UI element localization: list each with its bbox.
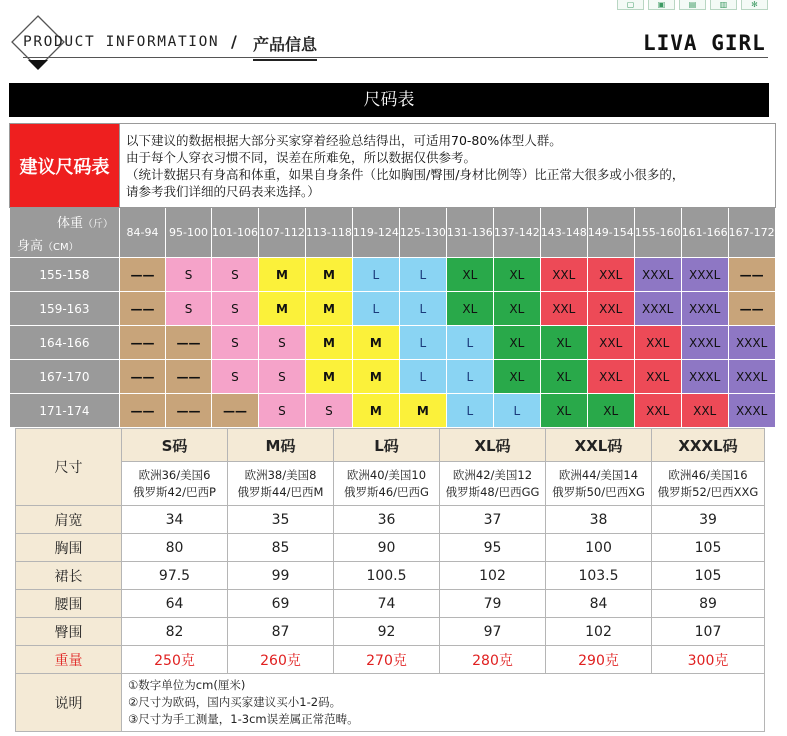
- size-cell: M: [258, 258, 305, 292]
- size-name: XL码: [440, 429, 546, 462]
- size-cell: M: [305, 326, 352, 360]
- measure-value: 74: [334, 590, 440, 618]
- size-cell: XL: [446, 292, 493, 326]
- measure-value: 97: [440, 618, 546, 646]
- size-cell: XXXL: [634, 258, 681, 292]
- measurement-table: [15, 428, 765, 732]
- size-cell: L: [399, 258, 446, 292]
- size-cell: XL: [493, 326, 540, 360]
- size-cell: XXXL: [681, 360, 728, 394]
- measure-value: 37: [440, 506, 546, 534]
- weight-value: 300克: [652, 646, 765, 674]
- measure-value: 97.5: [122, 562, 228, 590]
- header-divider: [23, 57, 768, 58]
- size-cell: XL: [493, 292, 540, 326]
- measure-value: 69: [228, 590, 334, 618]
- measure-value: 90: [334, 534, 440, 562]
- measure-label: 胸围: [16, 534, 122, 562]
- measure-row: [16, 506, 765, 534]
- weight-header: 125-130: [399, 208, 446, 258]
- measure-value: 36: [334, 506, 440, 534]
- measure-value: 35: [228, 506, 334, 534]
- note-line: （统计数据只有身高和体重，如果自身条件（比如胸围/臀围/身材比例等）比正常大很多或小很多的，: [126, 166, 685, 182]
- size-cell: XXXL: [728, 394, 775, 428]
- size-cell: ——: [166, 360, 212, 394]
- weight-header: 95-100: [166, 208, 212, 258]
- size-name: XXL码: [546, 429, 652, 462]
- size-eq-line: 俄罗斯46/巴西G: [344, 484, 429, 499]
- weight-value: 280克: [440, 646, 546, 674]
- size-eq-line: 俄罗斯44/巴西M: [237, 484, 324, 499]
- size-cell: ——: [120, 360, 166, 394]
- measure-value: 92: [334, 618, 440, 646]
- size-eq-line: 欧洲38/美国8: [244, 467, 317, 482]
- notes-label: 说明: [16, 674, 122, 732]
- weight-header: 101-106: [212, 208, 259, 258]
- height-header: 164-166: [10, 326, 120, 360]
- size-cell: L: [446, 360, 493, 394]
- size-cell: XXXL: [634, 292, 681, 326]
- header-slash: /: [231, 32, 237, 51]
- size-cell: XL: [540, 394, 587, 428]
- size-cell: M: [258, 292, 305, 326]
- size-cell: XL: [540, 326, 587, 360]
- size-eq-line: 俄罗斯42/巴西P: [133, 484, 216, 499]
- height-axis-label: 身高（CM）: [17, 239, 79, 254]
- measure-value: 85: [228, 534, 334, 562]
- note-line: 以下建议的数据根据大部分买家穿着经验总结得出，可适用70-80%体型人群。: [126, 132, 562, 148]
- weight-height-corner: [10, 208, 120, 258]
- height-row: [10, 292, 776, 326]
- images-icon[interactable]: ▣: [648, 0, 675, 10]
- size-cell: XXL: [587, 326, 634, 360]
- size-cell: M: [352, 394, 399, 428]
- size-cell: XXXL: [728, 360, 775, 394]
- size-cell: XL: [540, 360, 587, 394]
- top-toolbar: [617, 0, 768, 10]
- size-cell: M: [352, 326, 399, 360]
- size-cell: S: [305, 394, 352, 428]
- note-line: 由于每个人穿衣习惯不同，误差在所难免，所以数据仅供参考。: [126, 149, 477, 165]
- size-equivalent: [652, 462, 765, 506]
- measure-value: 34: [122, 506, 228, 534]
- measure-value: 105: [652, 534, 765, 562]
- size-name: L码: [334, 429, 440, 462]
- measure-value: 102: [440, 562, 546, 590]
- weight-header: 143-148: [540, 208, 587, 258]
- measure-value: 95: [440, 534, 546, 562]
- measure-value: 105: [652, 562, 765, 590]
- size-name: M码: [228, 429, 334, 462]
- size-cell: S: [212, 326, 259, 360]
- measure-value: 84: [546, 590, 652, 618]
- height-header: 159-163: [10, 292, 120, 326]
- weight-row-label: 重量: [16, 646, 122, 674]
- weight-axis-label: 体重（斤）: [56, 216, 113, 231]
- size-cell: M: [305, 292, 352, 326]
- height-row: [10, 394, 776, 428]
- size-eq-line: 欧洲44/美国14: [558, 467, 639, 482]
- size-cell: ——: [728, 292, 775, 326]
- measure-value: 103.5: [546, 562, 652, 590]
- size-eq-line: 俄罗斯52/巴西XXG: [657, 484, 759, 499]
- height-row: [10, 258, 776, 292]
- recommend-note: [120, 124, 776, 208]
- measure-value: 38: [546, 506, 652, 534]
- height-header: 155-158: [10, 258, 120, 292]
- folder-icon[interactable]: ▤: [679, 0, 706, 10]
- weight-header: 149-154: [587, 208, 634, 258]
- size-recommend-table: [9, 123, 776, 428]
- measure-value: 89: [652, 590, 765, 618]
- size-cell: M: [399, 394, 446, 428]
- size-cell: XXL: [540, 258, 587, 292]
- note-line: 请参考我们详细的尺码表来选择。）: [126, 183, 320, 199]
- size-cell: ——: [728, 258, 775, 292]
- weight-value: 250克: [122, 646, 228, 674]
- size-cell: XXL: [634, 326, 681, 360]
- measure-value: 107: [652, 618, 765, 646]
- weight-value: 260克: [228, 646, 334, 674]
- weight-header: 161-166: [681, 208, 728, 258]
- size-cell: XXL: [634, 360, 681, 394]
- size-name: S码: [122, 429, 228, 462]
- size-cell: XXL: [587, 258, 634, 292]
- size-cell: L: [446, 394, 493, 428]
- size-cell: XXXL: [681, 292, 728, 326]
- measure-value: 102: [546, 618, 652, 646]
- size-equivalent: [440, 462, 546, 506]
- weight-value: 270克: [334, 646, 440, 674]
- measure-row: [16, 562, 765, 590]
- measure-label: 裙长: [16, 562, 122, 590]
- size-equivalent: [228, 462, 334, 506]
- size-cell: S: [258, 394, 305, 428]
- size-cell: M: [305, 360, 352, 394]
- height-row: [10, 326, 776, 360]
- size-cell: XXL: [681, 394, 728, 428]
- size-eq-line: 俄罗斯50/巴西XG: [552, 484, 645, 499]
- measure-value: 99: [228, 562, 334, 590]
- size-cell: XXL: [634, 394, 681, 428]
- size-cell: L: [399, 292, 446, 326]
- measure-value: 100: [546, 534, 652, 562]
- size-cell: ——: [166, 326, 212, 360]
- size-row-label: 尺寸: [16, 429, 122, 506]
- size-cell: ——: [120, 292, 166, 326]
- size-eq-line: 欧洲46/美国16: [668, 467, 748, 482]
- size-cell: L: [399, 326, 446, 360]
- size-cell: XXL: [587, 292, 634, 326]
- page-title: 尺码表: [9, 83, 769, 117]
- size-cell: XL: [493, 258, 540, 292]
- measure-label: 肩宽: [16, 506, 122, 534]
- weight-header: 137-142: [493, 208, 540, 258]
- size-eq-line: 俄罗斯48/巴西GG: [445, 484, 540, 499]
- measure-value: 39: [652, 506, 765, 534]
- recommend-label: 建议尺码表: [10, 124, 120, 208]
- size-cell: ——: [212, 394, 259, 428]
- size-cell: ——: [120, 394, 166, 428]
- notes-content: [122, 674, 765, 732]
- weight-header: 84-94: [120, 208, 166, 258]
- measure-value: 100.5: [334, 562, 440, 590]
- measure-label: 腰围: [16, 590, 122, 618]
- size-cell: ——: [166, 394, 212, 428]
- measure-row: [16, 618, 765, 646]
- measure-value: 79: [440, 590, 546, 618]
- note-item: ②尺寸为欧码，国内买家建议买小1-2码。: [128, 695, 342, 709]
- brand-logo: LIVA GIRL: [643, 31, 766, 55]
- settings-icon[interactable]: ✻: [741, 0, 768, 10]
- weight-header: 167-172: [728, 208, 775, 258]
- size-cell: S: [212, 258, 259, 292]
- weight-header: 107-112: [258, 208, 305, 258]
- size-cell: L: [352, 292, 399, 326]
- measure-value: 87: [228, 618, 334, 646]
- weight-header: 131-136: [446, 208, 493, 258]
- size-eq-line: 欧洲36/美国6: [138, 467, 211, 482]
- size-cell: ——: [120, 258, 166, 292]
- size-cell: S: [166, 292, 212, 326]
- size-equivalent: [334, 462, 440, 506]
- note-item: ①数字单位为cm(厘米): [128, 678, 246, 692]
- size-cell: XXXL: [681, 326, 728, 360]
- measure-value: 82: [122, 618, 228, 646]
- measure-value: 64: [122, 590, 228, 618]
- weight-value: 290克: [546, 646, 652, 674]
- size-eq-line: 欧洲42/美国12: [452, 467, 533, 482]
- measure-label: 臀围: [16, 618, 122, 646]
- size-cell: XXXL: [681, 258, 728, 292]
- size-cell: XL: [587, 394, 634, 428]
- height-header: 167-170: [10, 360, 120, 394]
- size-cell: L: [399, 360, 446, 394]
- size-name: XXXL码: [652, 429, 765, 462]
- measure-row: [16, 534, 765, 562]
- size-cell: S: [166, 258, 212, 292]
- size-cell: XXL: [587, 360, 634, 394]
- header-title-cn: 产品信息: [253, 32, 317, 61]
- note-item: ③尺寸为手工测量，1-3cm误差属正常范畴。: [128, 712, 359, 726]
- size-cell: XL: [493, 360, 540, 394]
- size-cell: S: [258, 326, 305, 360]
- size-cell: L: [493, 394, 540, 428]
- size-cell: M: [305, 258, 352, 292]
- size-cell: M: [352, 360, 399, 394]
- size-eq-line: 欧洲40/美国10: [346, 467, 427, 482]
- size-cell: S: [212, 292, 259, 326]
- measure-row: [16, 590, 765, 618]
- size-cell: XXL: [540, 292, 587, 326]
- size-cell: L: [446, 326, 493, 360]
- weight-header: 113-118: [305, 208, 352, 258]
- size-cell: XL: [446, 258, 493, 292]
- doc-icon[interactable]: ▢: [617, 0, 644, 10]
- measure-value: 80: [122, 534, 228, 562]
- size-cell: L: [352, 258, 399, 292]
- header-title: PRODUCT INFORMATION: [23, 34, 220, 50]
- height-row: [10, 360, 776, 394]
- clipboard-icon[interactable]: ▥: [710, 0, 737, 10]
- weight-header: 155-160: [634, 208, 681, 258]
- size-cell: S: [212, 360, 259, 394]
- height-header: 171-174: [10, 394, 120, 428]
- size-cell: ——: [120, 326, 166, 360]
- size-cell: XXXL: [728, 326, 775, 360]
- size-equivalent: [546, 462, 652, 506]
- size-cell: S: [258, 360, 305, 394]
- size-equivalent: [122, 462, 228, 506]
- weight-header: 119-124: [352, 208, 399, 258]
